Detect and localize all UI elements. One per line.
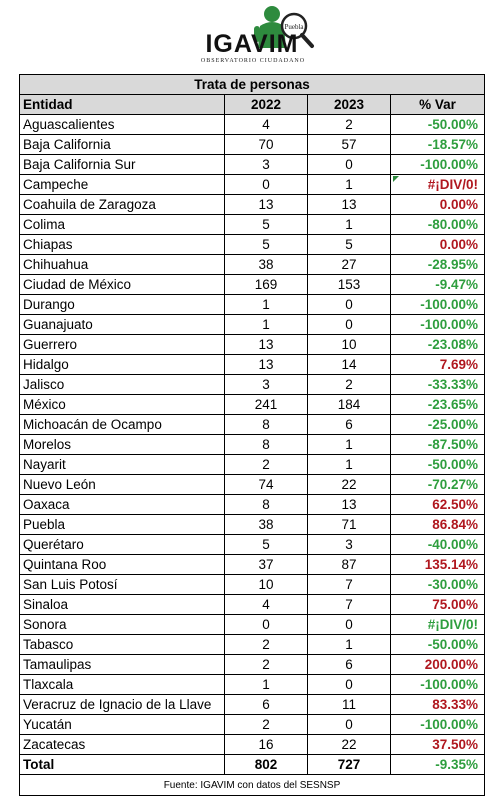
variation-cell: 75.00% xyxy=(391,595,485,615)
table-row xyxy=(20,655,485,675)
value-2023-cell: 6 xyxy=(308,415,391,435)
column-header-2022: 2022 xyxy=(225,95,308,115)
value-2023-cell: 22 xyxy=(308,735,391,755)
entity-cell: Coahuila de Zaragoza xyxy=(20,195,225,215)
error-indicator-icon xyxy=(393,176,399,182)
entity-cell: Baja California xyxy=(20,135,225,155)
value-2022-cell: 1 xyxy=(225,675,308,695)
value-2022-cell: 5 xyxy=(225,215,308,235)
value-2022-cell: 37 xyxy=(225,555,308,575)
entity-cell: Nayarit xyxy=(20,455,225,475)
total-var: -9.35% xyxy=(391,755,485,775)
value-2022-cell: 0 xyxy=(225,615,308,635)
logo-badge-text: Puebla xyxy=(284,23,304,31)
variation-cell: -100.00% xyxy=(391,155,485,175)
variation-cell: -23.65% xyxy=(391,395,485,415)
total-2022: 802 xyxy=(225,755,308,775)
value-2023-cell: 0 xyxy=(308,675,391,695)
table-row xyxy=(20,495,485,515)
value-2023-cell: 0 xyxy=(308,315,391,335)
entity-cell: Quintana Roo xyxy=(20,555,225,575)
entity-cell: Chiapas xyxy=(20,235,225,255)
variation-cell: -30.00% xyxy=(391,575,485,595)
entity-cell: Oaxaca xyxy=(20,495,225,515)
entity-cell: Sinaloa xyxy=(20,595,225,615)
entity-cell: Baja California Sur xyxy=(20,155,225,175)
variation-cell: -100.00% xyxy=(391,715,485,735)
value-2022-cell: 6 xyxy=(225,695,308,715)
value-2022-cell: 2 xyxy=(225,655,308,675)
entity-cell: Tamaulipas xyxy=(20,655,225,675)
table-row xyxy=(20,375,485,395)
value-2022-cell: 10 xyxy=(225,575,308,595)
value-2023-cell: 153 xyxy=(308,275,391,295)
table-row xyxy=(20,455,485,475)
table-row xyxy=(20,415,485,435)
value-2023-cell: 71 xyxy=(308,515,391,535)
value-2023-cell: 0 xyxy=(308,295,391,315)
variation-cell: -9.47% xyxy=(391,275,485,295)
value-2022-cell: 8 xyxy=(225,435,308,455)
value-2023-cell: 27 xyxy=(308,255,391,275)
table-row xyxy=(20,295,485,315)
value-2022-cell: 2 xyxy=(225,635,308,655)
value-2023-cell: 7 xyxy=(308,575,391,595)
value-2023-cell: 6 xyxy=(308,655,391,675)
data-table-container xyxy=(19,74,484,796)
variation-cell: -28.95% xyxy=(391,255,485,275)
column-header-entity: Entidad xyxy=(20,95,225,115)
entity-cell: Nuevo León xyxy=(20,475,225,495)
value-2022-cell: 16 xyxy=(225,735,308,755)
value-2023-cell: 22 xyxy=(308,475,391,495)
value-2023-cell: 7 xyxy=(308,595,391,615)
variation-cell: -40.00% xyxy=(391,535,485,555)
entity-cell: Veracruz de Ignacio de la Llave xyxy=(20,695,225,715)
value-2022-cell: 169 xyxy=(225,275,308,295)
value-2023-cell: 57 xyxy=(308,135,391,155)
variation-cell: -25.00% xyxy=(391,415,485,435)
variation-cell: -70.27% xyxy=(391,475,485,495)
value-2023-cell: 184 xyxy=(308,395,391,415)
entity-cell: Querétaro xyxy=(20,535,225,555)
variation-cell: -18.57% xyxy=(391,135,485,155)
entity-cell: Colima xyxy=(20,215,225,235)
value-2023-cell: 14 xyxy=(308,355,391,375)
total-label: Total xyxy=(20,755,225,775)
entity-cell: Guanajuato xyxy=(20,315,225,335)
table-row xyxy=(20,475,485,495)
entity-cell: Ciudad de México xyxy=(20,275,225,295)
table-row xyxy=(20,135,485,155)
value-2023-cell: 0 xyxy=(308,715,391,735)
entity-cell: Zacatecas xyxy=(20,735,225,755)
table-body xyxy=(20,115,485,755)
value-2022-cell: 0 xyxy=(225,175,308,195)
table-row xyxy=(20,155,485,175)
value-2022-cell: 38 xyxy=(225,255,308,275)
variation-cell: 83.33% xyxy=(391,695,485,715)
entity-cell: Tabasco xyxy=(20,635,225,655)
entity-cell: Puebla xyxy=(20,515,225,535)
entity-cell: Michoacán de Ocampo xyxy=(20,415,225,435)
logo-text: IGAVIM xyxy=(205,30,299,58)
table-row xyxy=(20,315,485,335)
entity-cell: Morelos xyxy=(20,435,225,455)
value-2022-cell: 70 xyxy=(225,135,308,155)
value-2023-cell: 1 xyxy=(308,455,391,475)
table-row xyxy=(20,175,485,195)
variation-cell: -100.00% xyxy=(391,295,485,315)
entity-cell: Sonora xyxy=(20,615,225,635)
value-2023-cell: 2 xyxy=(308,375,391,395)
table-row xyxy=(20,535,485,555)
variation-cell: 62.50% xyxy=(391,495,485,515)
source-row xyxy=(20,775,485,796)
entity-cell: San Luis Potosí xyxy=(20,575,225,595)
source-note: Fuente: IGAVIM con datos del SESNSP xyxy=(20,775,485,796)
variation-cell: 0.00% xyxy=(391,235,485,255)
entity-cell: México xyxy=(20,395,225,415)
value-2023-cell: 10 xyxy=(308,335,391,355)
value-2023-cell: 13 xyxy=(308,195,391,215)
table-row xyxy=(20,335,485,355)
value-2022-cell: 3 xyxy=(225,155,308,175)
header xyxy=(0,0,500,74)
value-2022-cell: 2 xyxy=(225,715,308,735)
value-2022-cell: 5 xyxy=(225,235,308,255)
table-row xyxy=(20,355,485,375)
variation-cell: -50.00% xyxy=(391,455,485,475)
table-row xyxy=(20,675,485,695)
table-row xyxy=(20,115,485,135)
value-2023-cell: 87 xyxy=(308,555,391,575)
variation-cell: #¡DIV/0! xyxy=(391,615,485,635)
variation-cell: 200.00% xyxy=(391,655,485,675)
value-2022-cell: 241 xyxy=(225,395,308,415)
value-2023-cell: 3 xyxy=(308,535,391,555)
column-header-var: % Var xyxy=(391,95,485,115)
value-2023-cell: 1 xyxy=(308,175,391,195)
logo-subtitle: OBSERVATORIO CIUDADANO xyxy=(200,58,306,64)
value-2023-cell: 0 xyxy=(308,615,391,635)
table-row xyxy=(20,635,485,655)
value-2023-cell: 13 xyxy=(308,495,391,515)
table-row xyxy=(20,235,485,255)
entity-cell: Hidalgo xyxy=(20,355,225,375)
value-2022-cell: 13 xyxy=(225,335,308,355)
column-header-2023: 2023 xyxy=(308,95,391,115)
table-row xyxy=(20,715,485,735)
variation-cell: 0.00% xyxy=(391,195,485,215)
value-2022-cell: 3 xyxy=(225,375,308,395)
table-row xyxy=(20,195,485,215)
value-2022-cell: 5 xyxy=(225,535,308,555)
table-row xyxy=(20,595,485,615)
table-row xyxy=(20,435,485,455)
header-row xyxy=(20,95,485,115)
table-row xyxy=(20,695,485,715)
value-2022-cell: 8 xyxy=(225,415,308,435)
value-2022-cell: 4 xyxy=(225,595,308,615)
variation-cell: 7.69% xyxy=(391,355,485,375)
table-row xyxy=(20,515,485,535)
entity-cell: Aguascalientes xyxy=(20,115,225,135)
variation-cell: -23.08% xyxy=(391,335,485,355)
entity-cell: Campeche xyxy=(20,175,225,195)
variation-cell: -100.00% xyxy=(391,675,485,695)
variation-cell: -87.50% xyxy=(391,435,485,455)
table-row xyxy=(20,555,485,575)
entity-cell: Tlaxcala xyxy=(20,675,225,695)
table-row xyxy=(20,615,485,635)
value-2023-cell: 1 xyxy=(308,635,391,655)
value-2022-cell: 2 xyxy=(225,455,308,475)
trafficking-table xyxy=(19,74,485,796)
value-2023-cell: 2 xyxy=(308,115,391,135)
variation-cell: -50.00% xyxy=(391,115,485,135)
value-2022-cell: 1 xyxy=(225,295,308,315)
table-row xyxy=(20,395,485,415)
entity-cell: Guerrero xyxy=(20,335,225,355)
table-row xyxy=(20,575,485,595)
variation-cell: 86.84% xyxy=(391,515,485,535)
value-2023-cell: 5 xyxy=(308,235,391,255)
variation-cell: -80.00% xyxy=(391,215,485,235)
value-2022-cell: 4 xyxy=(225,115,308,135)
value-2022-cell: 13 xyxy=(225,355,308,375)
variation-cell: 135.14% xyxy=(391,555,485,575)
variation-cell: -100.00% xyxy=(391,315,485,335)
table-row xyxy=(20,275,485,295)
variation-cell: -50.00% xyxy=(391,635,485,655)
table-title: Trata de personas xyxy=(20,75,485,95)
value-2023-cell: 1 xyxy=(308,215,391,235)
value-2023-cell: 11 xyxy=(308,695,391,715)
variation-cell: 37.50% xyxy=(391,735,485,755)
total-2023: 727 xyxy=(308,755,391,775)
variation-cell: -33.33% xyxy=(391,375,485,395)
entity-cell: Yucatán xyxy=(20,715,225,735)
variation-cell: #¡DIV/0! xyxy=(391,175,485,195)
value-2022-cell: 8 xyxy=(225,495,308,515)
total-row xyxy=(20,755,485,775)
table-row xyxy=(20,255,485,275)
value-2022-cell: 74 xyxy=(225,475,308,495)
value-2022-cell: 13 xyxy=(225,195,308,215)
table-title-row xyxy=(20,75,485,95)
entity-cell: Chihuahua xyxy=(20,255,225,275)
value-2023-cell: 1 xyxy=(308,435,391,455)
entity-cell: Jalisco xyxy=(20,375,225,395)
entity-cell: Durango xyxy=(20,295,225,315)
value-2023-cell: 0 xyxy=(308,155,391,175)
value-2022-cell: 1 xyxy=(225,315,308,335)
value-2022-cell: 38 xyxy=(225,515,308,535)
table-row xyxy=(20,735,485,755)
table-row xyxy=(20,215,485,235)
